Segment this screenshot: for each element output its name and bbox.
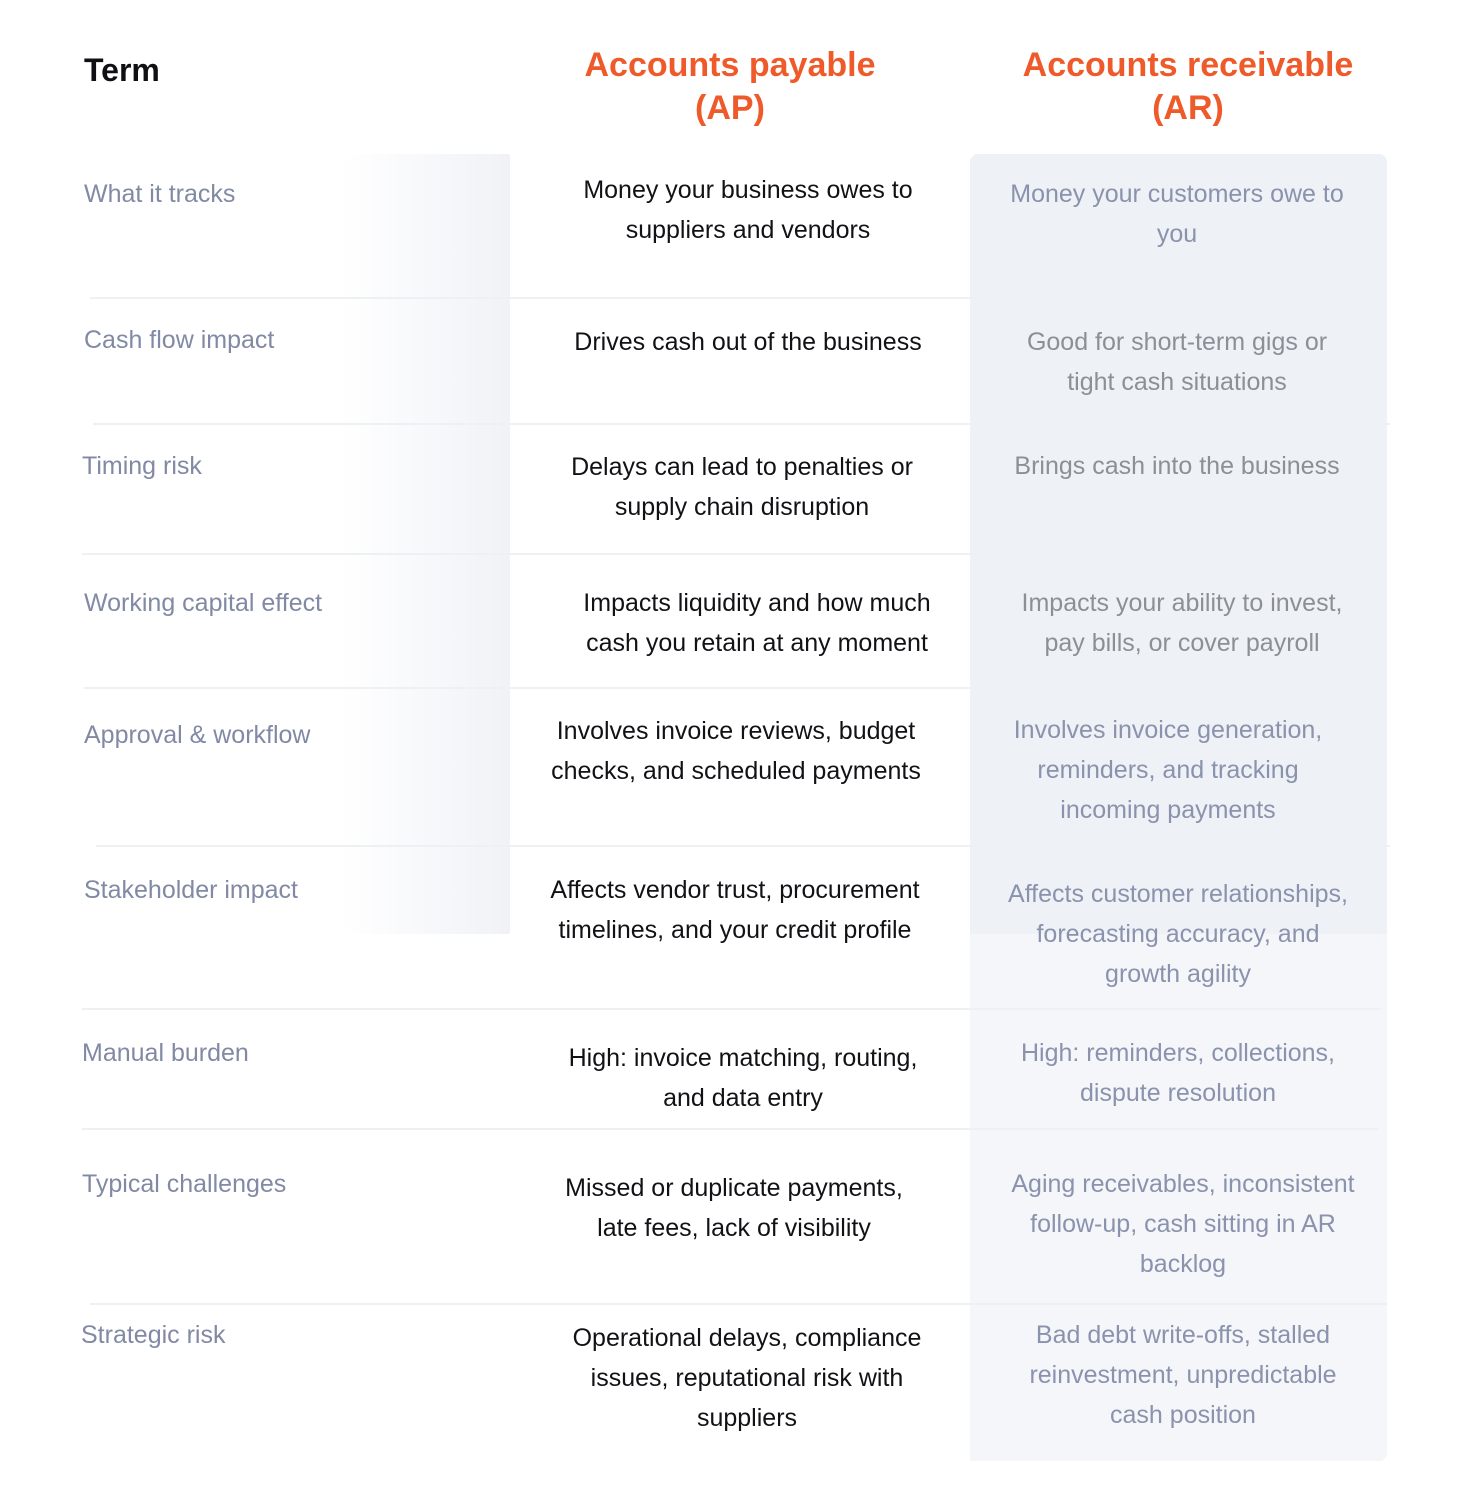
ar-cell [977,322,1377,402]
ap-cell [535,870,935,950]
ap-line: Operational delays, compliance [572,1324,922,1352]
ar-line: Money your customers owe to [1010,180,1344,208]
ar-line: Brings cash into the business [1014,452,1340,480]
ar-cell [983,1164,1383,1284]
ar-line: Bad debt write-offs, stalled [1035,1321,1331,1349]
ar-cell [968,710,1368,830]
ap-header-line: (AP) [695,89,765,127]
ar-cell [977,174,1377,254]
ap-line: Money your business owes to [583,176,913,204]
ap-line: late fees, lack of visibility [597,1214,871,1242]
ar-line: Aging receivables, inconsistent [1011,1170,1355,1198]
row-divider [82,1008,1380,1010]
row-divider [84,687,1387,689]
row-divider [90,297,1387,299]
ar-line: backlog [1139,1250,1227,1278]
ap-line: Delays can lead to penalties or [571,453,913,481]
ar-line: High: reminders, collections, [1020,1039,1335,1067]
ap-line: Impacts liquidity and how much [583,589,931,617]
term-approval-workflow: Approval & workflow [84,721,311,749]
row-divider [90,1303,1387,1305]
term-strategic-risk: Strategic risk [81,1321,226,1349]
term-manual-burden: Manual burden [82,1039,249,1067]
term-header: Term [84,52,160,88]
ar-header-line: (AR) [1152,89,1224,127]
ap-cell [536,711,936,791]
ar-header [988,44,1388,130]
ar-line: reminders, and tracking [1037,756,1299,784]
term-what-it-tracks: What it tracks [84,180,236,208]
row-divider [93,423,1390,425]
row-divider [96,845,1390,847]
term-typical-challenges: Typical challenges [82,1170,287,1198]
term-timing-risk: Timing risk [82,452,202,480]
ap-line: and data entry [663,1084,823,1112]
ar-cell [977,446,1377,486]
ar-cell [982,583,1382,663]
ar-line: pay bills, or cover payroll [1044,629,1320,657]
ar-cell [978,1033,1378,1113]
ar-line: follow-up, cash sitting in AR [1030,1210,1336,1238]
term-stakeholder-impact: Stakeholder impact [84,876,299,904]
ap-cell [534,1168,934,1248]
ar-cell [983,1315,1383,1435]
ar-cell [972,874,1384,994]
ar-line: dispute resolution [1080,1079,1276,1107]
ar-line: Affects customer relationships, [1008,880,1348,908]
ap-cell [542,447,942,527]
ap-line: supply chain disruption [614,493,870,521]
ap-cell [548,322,948,362]
ar-line: Impacts your ability to invest, [1021,589,1343,617]
ap-line: checks, and scheduled payments [551,757,921,785]
ap-line: Drives cash out of the business [574,328,922,356]
term-cash-flow-impact: Cash flow impact [84,326,275,354]
ap-line: suppliers and vendors [625,216,871,244]
ap-line: timelines, and your credit profile [558,916,912,944]
ap-line: issues, reputational risk with [590,1364,904,1392]
ap-cell [543,1038,943,1118]
ap-cell [548,170,948,250]
term-column-fade [340,154,510,934]
ap-line: cash you retain at any moment [586,629,928,657]
ap-header-line: Accounts payable [584,46,876,84]
ap-line: suppliers [696,1404,798,1432]
ar-line: cash position [1110,1401,1256,1429]
row-divider [82,553,1377,555]
ar-line: tight cash situations [1067,368,1287,396]
ap-header [530,44,930,130]
ar-line: incoming payments [1060,796,1276,824]
ar-line: growth agility [1105,960,1251,988]
ap-cell [557,583,957,663]
ar-line: forecasting accuracy, and [1036,920,1320,948]
ar-line: you [1156,220,1198,248]
ap-cell [547,1318,947,1438]
ap-line: High: invoice matching, routing, [568,1044,918,1072]
ar-header-line: Accounts receivable [1022,46,1354,84]
term-working-capital-effect: Working capital effect [84,589,323,617]
ap-line: Affects vendor trust, procurement [550,876,920,904]
ar-line: reinvestment, unpredictable [1029,1361,1337,1389]
ar-line: Involves invoice generation, [1013,716,1323,744]
ar-line: Good for short-term gigs or [1026,328,1328,356]
ap-line: Missed or duplicate payments, [565,1174,903,1202]
ap-line: Involves invoice reviews, budget [556,717,916,745]
row-divider [82,1128,1378,1130]
